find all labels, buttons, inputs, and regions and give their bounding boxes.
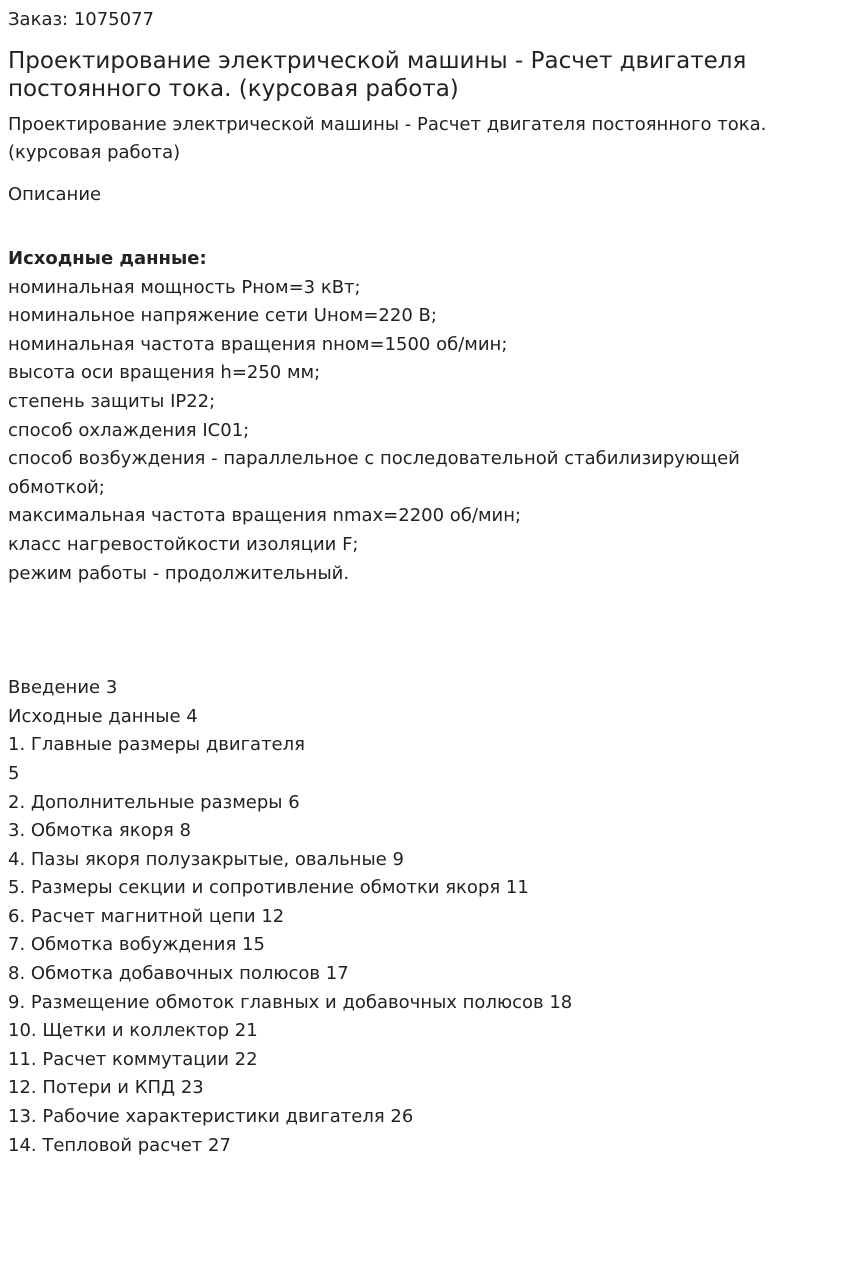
- source-data-item: способ возбуждения - параллельное с последовательной стабилизирующей обмоткой;: [8, 448, 740, 498]
- source-data-item: режим работы - продолжительный.: [8, 562, 350, 584]
- source-data-item: класс нагревостойкости изоляции F;: [8, 533, 359, 555]
- toc-item: 12. Потери и КПД 23: [8, 1077, 204, 1099]
- toc-item: 1. Главные размеры двигателя: [8, 734, 305, 756]
- toc-item: Введение 3: [8, 677, 118, 699]
- source-data-item: номинальная мощность Pном=3 кВт;: [8, 276, 361, 298]
- source-data-item: высота оси вращения h=250 мм;: [8, 362, 321, 384]
- source-data-block: [8, 245, 839, 588]
- toc-item: 8. Обмотка добавочных полюсов 17: [8, 963, 349, 985]
- description-heading: Описание: [8, 184, 102, 205]
- toc-item: 7. Обмотка вобуждения 15: [8, 934, 265, 956]
- source-data-item: степень защиты IP22;: [8, 390, 216, 412]
- source-data-item: максимальная частота вращения nmax=2200 об/мин;: [8, 505, 522, 527]
- toc-item: Исходные данные 4: [8, 705, 198, 727]
- table-of-contents: [8, 674, 839, 1160]
- source-data-item: номинальная частота вращения nном=1500 об/мин;: [8, 333, 508, 355]
- source-data-heading: Исходные данные:: [8, 248, 207, 269]
- toc-item: 9. Размещение обмоток главных и добавочных полюсов 18: [8, 991, 573, 1013]
- document-page: [0, 9, 847, 1160]
- order-number: Заказ: 1075077: [8, 9, 154, 30]
- toc-item: 10. Щетки и коллектор 21: [8, 1020, 258, 1042]
- toc-item: 13. Рабочие характеристики двигателя 26: [8, 1106, 414, 1128]
- toc-item: 5. Размеры секции и сопротивление обмотки якоря 11: [8, 877, 529, 899]
- toc-item: 14. Тепловой расчет 27: [8, 1134, 231, 1156]
- page-subtitle: Проектирование электрической машины - Расчет двигателя постоянного тока. (курсовая работа): [8, 114, 767, 163]
- toc-item: 6. Расчет магнитной цепи 12: [8, 905, 285, 927]
- toc-item: 4. Пазы якоря полузакрытые, овальные 9: [8, 848, 404, 870]
- toc-item: 11. Расчет коммутации 22: [8, 1048, 258, 1070]
- toc-item: 5: [8, 762, 20, 784]
- toc-item: 3. Обмотка якоря 8: [8, 820, 192, 842]
- source-data-item: номинальное напряжение сети Uном=220 В;: [8, 305, 437, 327]
- source-data-item: способ охлаждения IC01;: [8, 419, 250, 441]
- page-title: Проектирование электрической машины - Расчет двигателя постоянного тока. (курсовая работа): [8, 48, 747, 102]
- toc-item: 2. Дополнительные размеры 6: [8, 791, 300, 813]
